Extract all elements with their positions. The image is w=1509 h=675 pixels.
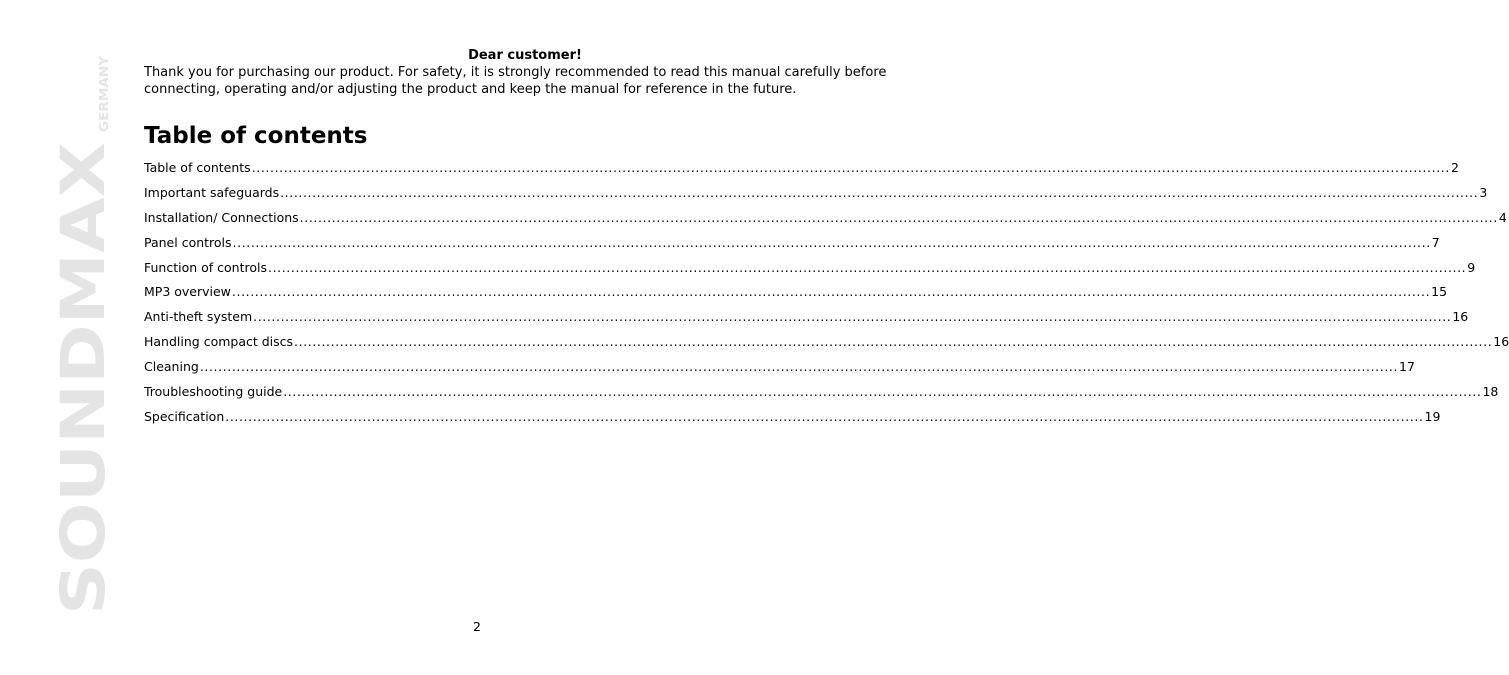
toc-entry-page: 4 bbox=[1498, 209, 1507, 225]
page-number: 2 bbox=[473, 619, 481, 634]
toc-entry-page: 9 bbox=[1467, 259, 1476, 275]
toc-entry-panel-controls[interactable] bbox=[144, 234, 1440, 260]
toc-entry-page: 7 bbox=[1431, 234, 1440, 250]
toc-entry-cleaning[interactable] bbox=[144, 359, 1415, 384]
toc-leader-dots bbox=[268, 260, 1466, 276]
toc-leader-dots bbox=[253, 309, 1451, 325]
toc-entry-page: 16 bbox=[1493, 334, 1509, 350]
toc-entry-page: 17 bbox=[1399, 359, 1415, 375]
toc-entry-page: 16 bbox=[1452, 309, 1469, 325]
toc-entry-label: Installation/ Connections bbox=[144, 209, 299, 225]
toc-title: Table of contents bbox=[144, 123, 368, 149]
toc-leader-dots bbox=[294, 334, 1492, 350]
toc-leader-dots bbox=[225, 409, 1423, 425]
toc-list bbox=[144, 160, 1509, 434]
toc-entry-label: Anti-theft system bbox=[144, 309, 253, 325]
toc-entry-page: 18 bbox=[1482, 384, 1499, 400]
watermark-tagline: GERMANY bbox=[97, 64, 111, 132]
toc-entry-label: Troubleshooting guide bbox=[144, 384, 283, 400]
toc-leader-dots bbox=[252, 160, 1450, 176]
greeting-heading: Dear customer! bbox=[468, 48, 582, 63]
toc-entry-page: 2 bbox=[1450, 160, 1459, 175]
watermark-brand: SOUNDMAX bbox=[48, 213, 119, 615]
toc-entry-label: Specification bbox=[144, 408, 225, 424]
toc-entry-label: Table of contents bbox=[144, 160, 251, 175]
toc-leader-dots bbox=[280, 185, 1478, 201]
toc-leader-dots bbox=[232, 284, 1430, 300]
toc-entry-important-safeguards[interactable] bbox=[144, 184, 1488, 210]
toc-entry-label: MP3 overview bbox=[144, 284, 231, 300]
toc-entry-page: 3 bbox=[1479, 184, 1488, 200]
toc-leader-dots bbox=[200, 359, 1398, 375]
toc-entry-installation-connections[interactable] bbox=[144, 209, 1507, 235]
page-content bbox=[144, 48, 1509, 434]
toc-leader-dots bbox=[300, 210, 1498, 226]
toc-entry-specification[interactable] bbox=[144, 408, 1441, 434]
toc-entry-label: Panel controls bbox=[144, 234, 232, 250]
toc-leader-dots bbox=[283, 384, 1481, 400]
toc-entry-mp3-overview[interactable] bbox=[144, 284, 1448, 309]
toc-entry-label: Handling compact discs bbox=[144, 334, 294, 350]
toc-entry-anti-theft-system[interactable] bbox=[144, 309, 1469, 334]
toc-entry-label: Important safeguards bbox=[144, 184, 280, 200]
toc-leader-dots bbox=[233, 235, 1431, 251]
intro-paragraph: Thank you for purchasing our product. For safety, it is strongly recommended to read this manual carefully before connecting, operating and/or adjusting the product and keep the manual for reference in the future. bbox=[144, 65, 887, 97]
soundmax-watermark-logo bbox=[48, 52, 119, 617]
toc-entry-page: 15 bbox=[1431, 284, 1448, 300]
toc-entry-function-of-controls[interactable] bbox=[144, 259, 1476, 285]
toc-entry-troubleshooting-guide[interactable] bbox=[144, 384, 1499, 409]
toc-entry-page: 19 bbox=[1424, 408, 1441, 424]
toc-entry-label: Cleaning bbox=[144, 359, 199, 375]
toc-entry-label: Function of controls bbox=[144, 259, 268, 275]
toc-entry-handling-compact-discs[interactable] bbox=[144, 334, 1509, 359]
toc-entry-table-of-contents[interactable] bbox=[144, 160, 1459, 185]
